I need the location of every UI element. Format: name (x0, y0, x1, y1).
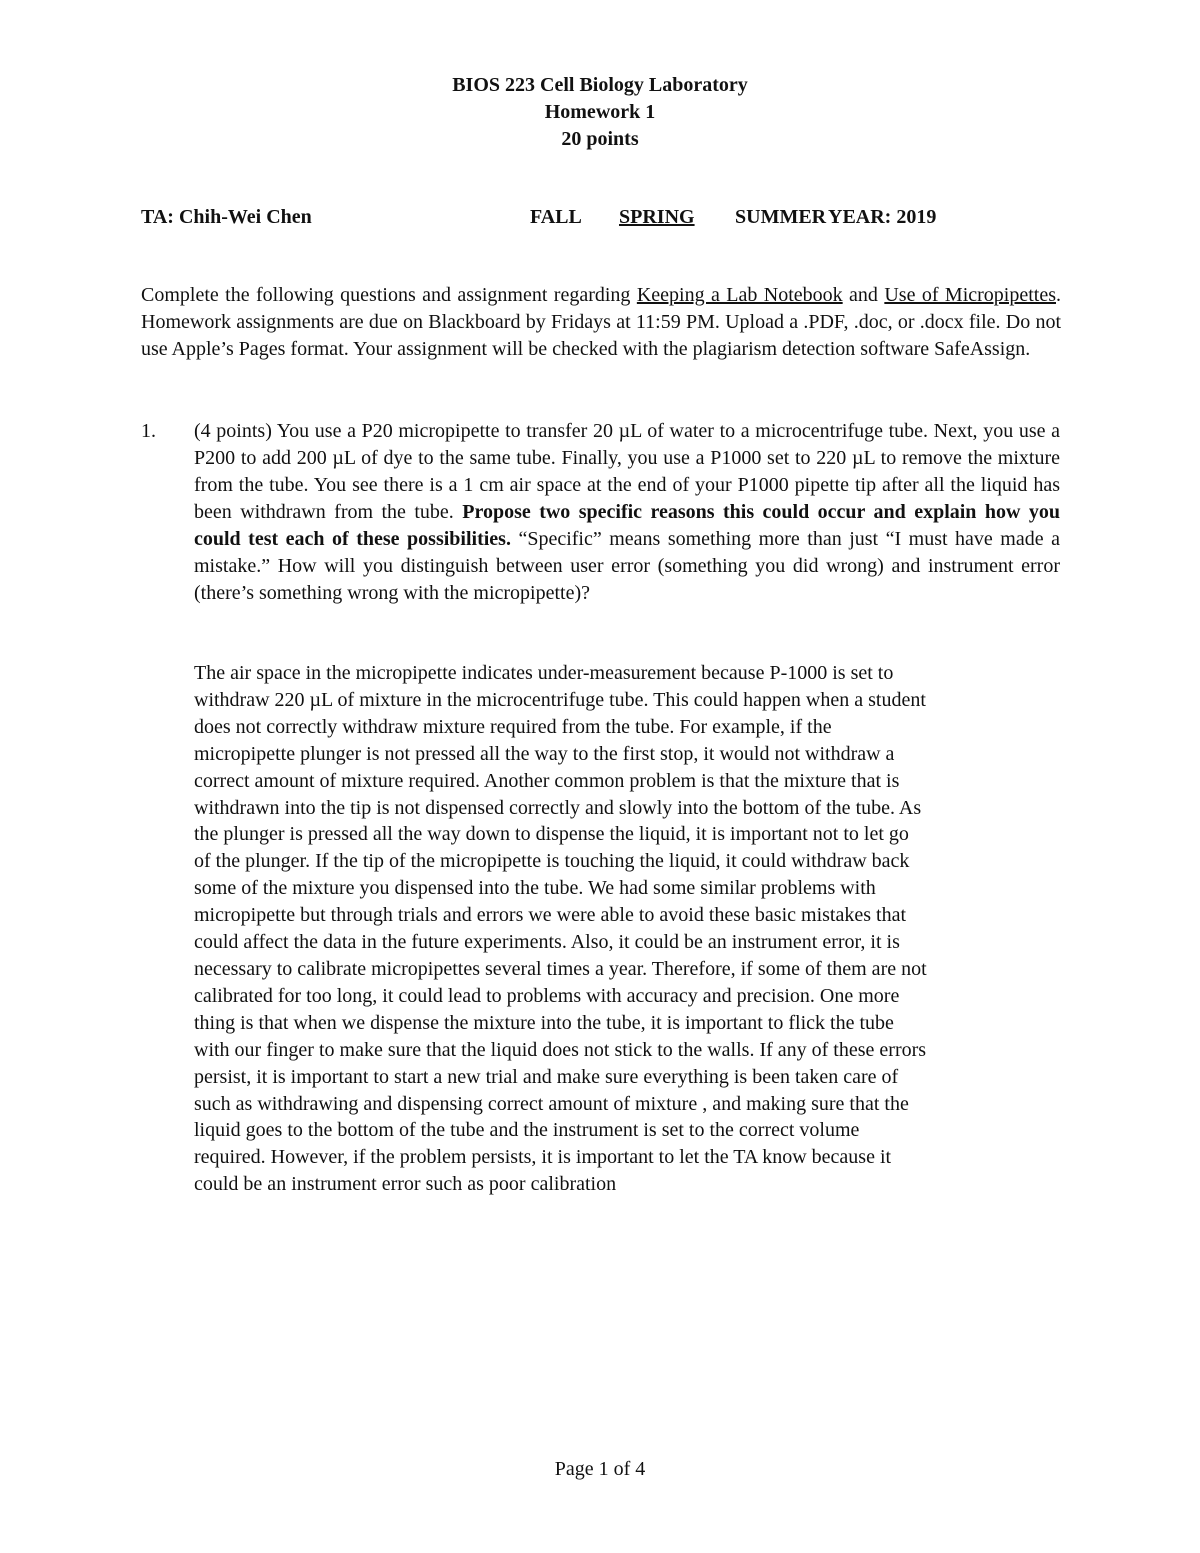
answer-line: necessary to calibrate micropipettes several times a year. Therefore, if some of them are not (194, 957, 927, 980)
page-number: Page 1 of 4 (554, 1458, 646, 1480)
term-summer: SUMMER (735, 206, 827, 228)
answer-line: some of the mixture you dispensed into the tube. We had some similar problems with (194, 877, 876, 900)
answer-line: withdraw 220 µL of mixture in the microcentrifuge tube. This could happen when a student (194, 688, 926, 711)
course-title: BIOS 223 Cell Biology Laboratory (452, 74, 748, 96)
assignment-title: Homework 1 (544, 101, 656, 123)
instructions-paragraph (141, 282, 1061, 363)
answer-line: could affect the data in the future experiments. Also, it could be an instrument error, it is (194, 931, 900, 954)
answer-line: correct amount of mixture required. Another common problem is that the mixture that is (194, 769, 900, 792)
term-fall: FALL (530, 206, 582, 228)
answer-line: micropipette but through trials and errors we were able to avoid these basic mistakes that (194, 904, 907, 927)
instructions-text: and (842, 284, 885, 306)
answer-line: calibrated for too long, it could lead to problems with accuracy and precision. One more (194, 984, 900, 1007)
instructions-text: Complete the following questions and assignment regarding (141, 284, 637, 306)
answer-line: liquid goes to the bottom of the tube and the instrument is set to the correct volume (194, 1119, 860, 1142)
answer-line: micropipette plunger is not pressed all the way to the first stop, it would not withdraw a (194, 742, 895, 765)
question-body: “Specific” means something more than just “I must have made a mistake.” How will you distinguish between user error (something you did wrong) and instrument error (there’s something wrong with the micropipette)? (194, 528, 1060, 604)
instructions-text: . Homework assignments are due on Blackboard by Fridays at 11:59 PM. Upload a .PDF, .doc, or .docx file. Do not use Apple’s Pages format. Your assignment will be checked with the plagiarism detection software SafeAssign. (141, 284, 1061, 360)
term-spring: SPRING (619, 206, 695, 228)
lab-notebook-reference: Keeping a Lab Notebook (636, 284, 843, 306)
answer-line: could be an instrument error such as poor calibration (194, 1173, 617, 1196)
answer-line: with our finger to make sure that the liquid does not stick to the walls. If any of these errors (194, 1038, 927, 1061)
question-body: (4 points) You use a P20 micropipette to transfer 20 µL of water to a microcentrifuge tube. Next, you use a P200 to add 200 µL of dye to the same tube. Finally, you use a P1000 set to 220 µL to remove the mixture from the tube. You see there is a 1 cm air space at the end of your P1000 pipette tip after all the liquid has been withdrawn from the tube. (194, 420, 1060, 523)
term-row (141, 204, 1061, 231)
answer-line: withdrawn into the tip is not dispensed correctly and slowly into the bottom of the tube. As (194, 796, 922, 819)
micropipettes-reference: Use of Micropipettes (884, 284, 1056, 306)
answer-line: does not correctly withdraw mixture required from the tube. For example, if the (194, 715, 832, 738)
ta-name: TA: Chih-Wei Chen (141, 206, 312, 228)
answer-line: of the plunger. If the tip of the micropipette is touching the liquid, it could withdraw back (194, 850, 910, 873)
question-number: 1. (141, 420, 156, 442)
question-text (194, 418, 1060, 607)
answer-line: thing is that when we dispense the mixture into the tube, it is important to flick the tube (194, 1011, 894, 1034)
answer-line: required. However, if the problem persists, it is important to let the TA know because it (194, 1146, 892, 1169)
answer-line: The air space in the micropipette indicates under-measurement because P-1000 is set to (194, 662, 894, 684)
term-year: YEAR: 2019 (828, 206, 937, 228)
points-total: 20 points (561, 128, 639, 150)
document-header (0, 72, 1200, 153)
answer-paragraph (194, 660, 1060, 1198)
answer-line: such as withdrawing and dispensing correct amount of mixture , and making sure that the (194, 1092, 909, 1115)
answer-line: the plunger is pressed all the way down to dispense the liquid, it is important not to let go (194, 823, 909, 846)
answer-line: persist, it is important to start a new trial and make sure everything is been taken care of (194, 1065, 899, 1088)
question-prompt-bold: Propose two specific reasons this could occur and explain how you could test each of these possibilities. (194, 501, 1060, 550)
